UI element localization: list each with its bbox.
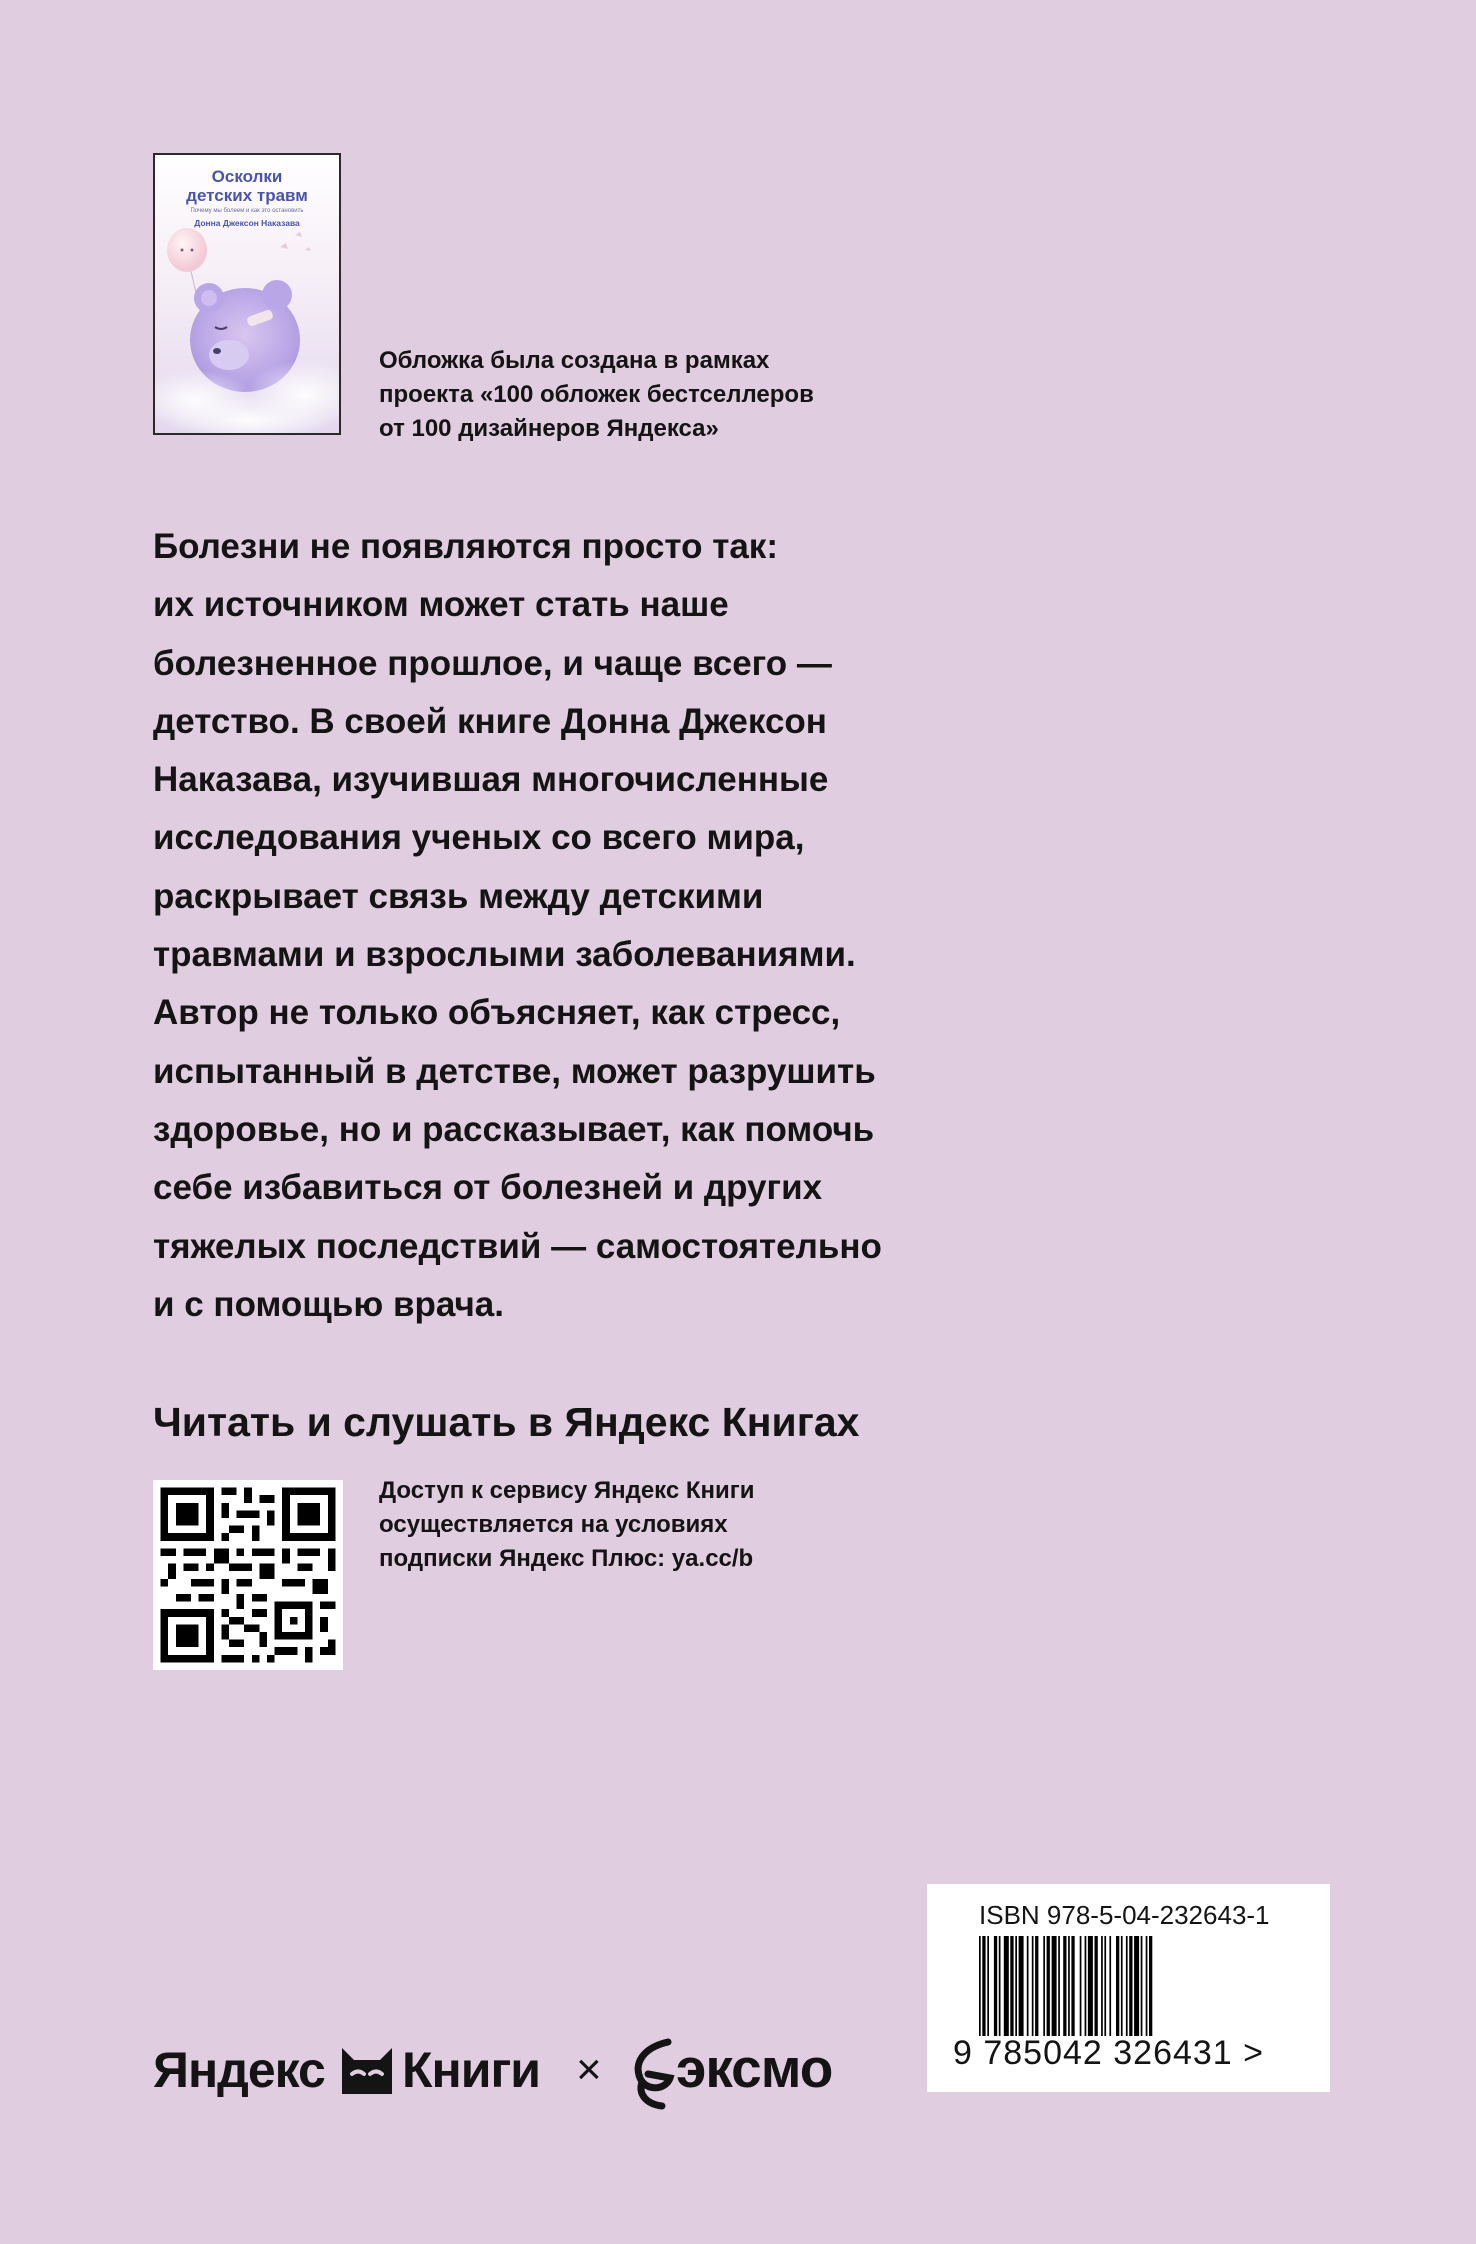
barcode-bar (1116, 1936, 1119, 2036)
barcode-bar (1052, 1936, 1057, 2036)
barcode-bar (1080, 1936, 1082, 2036)
eksmo-brand-text: эксмо (676, 2037, 833, 2099)
yandex-brand-text: Яндекс (153, 2042, 325, 2098)
barcode-bar (1129, 1936, 1132, 2036)
barcode-bar (1141, 1936, 1143, 2036)
barcode-bar (1104, 1936, 1106, 2036)
yandex-books-cat-icon (340, 2044, 394, 2096)
description-line: их источником может стать наше (153, 585, 729, 625)
barcode-bar (1019, 1936, 1024, 2036)
description-line: и с помощью врача. (153, 1284, 504, 1324)
barcode-bar (1010, 1936, 1013, 2036)
description-line: тяжелых последствий — самостоятельно (153, 1226, 882, 1266)
barcode-bar (994, 1936, 997, 2036)
cover-note-line: проекта «100 обложек бестселлеров (379, 381, 814, 408)
barcode-bar (987, 1936, 989, 2036)
barcode-bar (1109, 1936, 1111, 2036)
qr-code-icon[interactable] (153, 1480, 343, 1670)
thumbnail-author: Донна Джексон Наказава (194, 218, 300, 228)
barcode-bar (1035, 1936, 1038, 2036)
access-note-line: осуществляется на условиях (379, 1511, 728, 1538)
barcode-bar (1032, 1936, 1034, 2036)
barcode-bar (1085, 1936, 1087, 2036)
barcode-bar (1101, 1936, 1103, 2036)
description-line: Наказава, изучившая многочисленные (153, 760, 829, 800)
isbn-barcode-icon (979, 1936, 1279, 2036)
description-line: травмами и взрослыми заболеваниями. (153, 935, 856, 975)
barcode-bar (1134, 1936, 1139, 2036)
thumbnail-title-line1: Осколки (211, 167, 283, 186)
cover-credit-note (379, 344, 899, 446)
cover-note-line: Обложка была создана в рамках (379, 347, 770, 374)
read-listen-heading: Читать и слушать в Яндекс Книгах (153, 1399, 860, 1445)
barcode-bar (1126, 1936, 1128, 2036)
description-line: Автор не только объясняет, как стресс, (153, 993, 841, 1033)
qr-code-graphic (153, 1480, 343, 1670)
access-note-line: подписки Яндекс Плюс: ya.cc/b (379, 1545, 754, 1572)
access-note-line: Доступ к сервису Яндекс Книги (379, 1477, 755, 1504)
barcode-bar (1146, 1936, 1148, 2036)
description-line: здоровье, но и рассказывает, как помочь (153, 1109, 875, 1149)
collaboration-cross: × (576, 2045, 602, 2094)
barcode-bar (1047, 1936, 1050, 2036)
cover-thumbnail (153, 153, 341, 435)
thumbnail-subtitle: Почему мы болеем и как это остановить (190, 208, 304, 214)
barcode-bar (1043, 1936, 1045, 2036)
knigi-brand-text: Книги (402, 2042, 541, 2098)
isbn-label: ISBN 978-5-04-232643-1 (979, 1900, 1270, 1930)
description-line: болезненное прошлое, и чаще всего — (153, 643, 832, 683)
description-line: исследования ученых со всего мира, (153, 818, 805, 858)
barcode-bar (1149, 1936, 1152, 2036)
barcode-bar (1015, 1936, 1017, 2036)
description-line: Болезни не появляются просто так: (153, 527, 778, 566)
eksmo-logo-icon (632, 2038, 676, 2110)
barcode-bar (982, 1936, 985, 2036)
barcode-bar (979, 1936, 981, 2036)
barcode-bar (1058, 1936, 1060, 2036)
barcode-bar (1121, 1936, 1123, 2036)
description-line: испытанный в детстве, может разрушить (153, 1051, 876, 1091)
barcode-bar (999, 1936, 1001, 2036)
description-line: детство. В своей книге Донна Джексон (153, 701, 827, 741)
thumbnail-title-line2: детских травм (186, 186, 308, 205)
barcode-bar (1063, 1936, 1066, 2036)
cover-note-line: от 100 дизайнеров Яндекса» (379, 415, 719, 442)
isbn-barcode-block (927, 1884, 1330, 2092)
description-line: себе избавиться от болезней и других (153, 1168, 823, 1208)
description-line: раскрывает связь между детскими (153, 876, 764, 916)
book-description (153, 518, 933, 1334)
barcode-bar (1071, 1936, 1074, 2036)
barcode-bar (1095, 1936, 1098, 2036)
barcode-bar (1027, 1936, 1029, 2036)
subscription-access-note (379, 1474, 899, 1576)
isbn-digits: 9 785042 326431 > (953, 2034, 1265, 2072)
barcode-bar (1068, 1936, 1070, 2036)
barcode-bar (1004, 1936, 1009, 2036)
barcode-bar (1088, 1936, 1093, 2036)
